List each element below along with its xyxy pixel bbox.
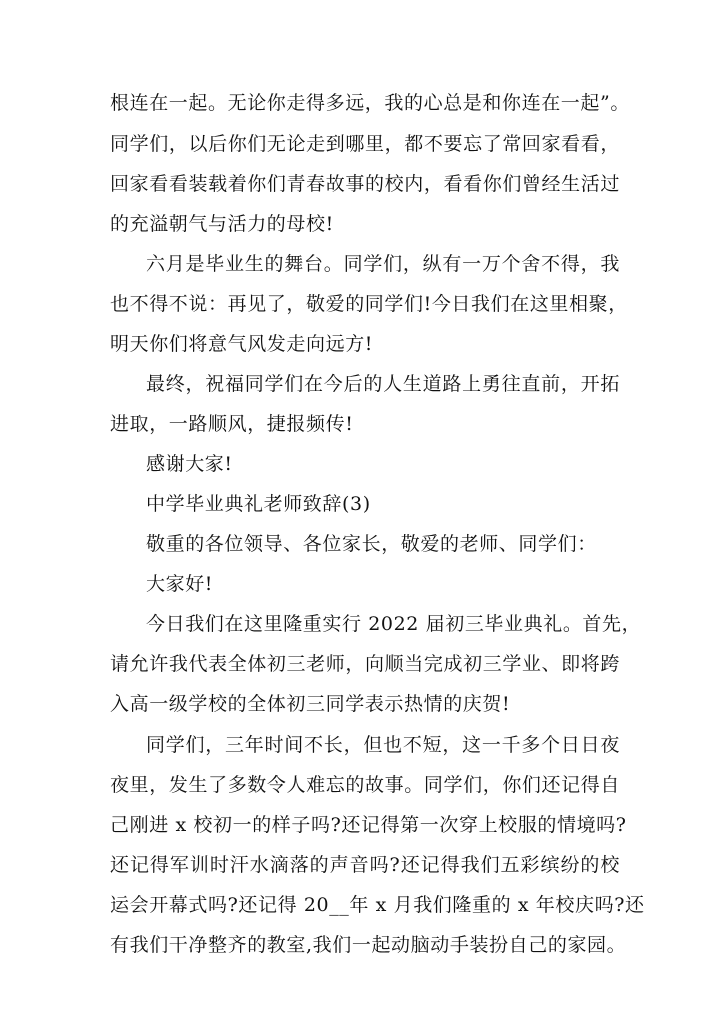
text-line-22: 有我们干净整齐的教室,我们一起动脑动手装扮自己的家园。 <box>110 934 627 956</box>
text-line-17: 同学们，三年时间不长，但也不短，这一千多个日日夜 <box>146 734 620 756</box>
text-line-5: 六月是毕业生的舞台。同学们，纵有一万个舍不得，我 <box>146 253 620 275</box>
text-line-4: 的充溢朝气与活力的母校! <box>110 213 334 235</box>
text-line-20: 还记得军训时汗水滴落的声音吗?还记得我们五彩缤纷的校 <box>110 854 620 876</box>
text-line-21: 运会开幕式吗?还记得 20__年 x 月我们隆重的 x 年校庆吗?还 <box>110 894 645 916</box>
text-line-10: 感谢大家! <box>146 453 233 475</box>
text-line-19: 己刚进 x 校初一的样子吗?还记得第一次穿上校服的情境吗? <box>110 814 627 836</box>
greeting-line: 大家好! <box>146 573 214 595</box>
text-line-3: 回家看看装载着你们青春故事的校内，看看你们曾经生活过 <box>110 173 620 195</box>
section-heading: 中学毕业典礼老师致辞(3) <box>146 493 371 515</box>
text-line-15: 请允许我代表全体初三老师，向顺当完成初三学业、即将跨 <box>110 653 620 675</box>
text-line-7: 明天你们将意气风发走向远方! <box>110 333 374 355</box>
text-line-2: 同学们，以后你们无论走到哪里，都不要忘了常回家看看， <box>110 133 620 155</box>
text-line-6: 也不得不说：再见了，敬爱的同学们!今日我们在这里相聚， <box>110 293 628 315</box>
text-line-1: 根连在一起。无论你走得多远，我的心总是和你连在一起”。 <box>110 92 630 114</box>
text-line-16: 入高一级学校的全体初三同学表示热情的庆贺! <box>110 693 511 715</box>
salutation-line: 敬重的各位领导、各位家长，敬爱的老师、同学们： <box>146 533 597 555</box>
text-line-14: 今日我们在这里隆重实行 2022 届初三毕业典礼。首先， <box>146 613 642 635</box>
text-line-18: 夜里，发生了多数令人难忘的故事。同学们，你们还记得自 <box>110 774 620 796</box>
text-line-8: 最终，祝福同学们在今后的人生道路上勇往直前，开拓 <box>146 373 620 395</box>
text-line-9: 进取，一路顺风，捷报频传! <box>110 413 354 435</box>
